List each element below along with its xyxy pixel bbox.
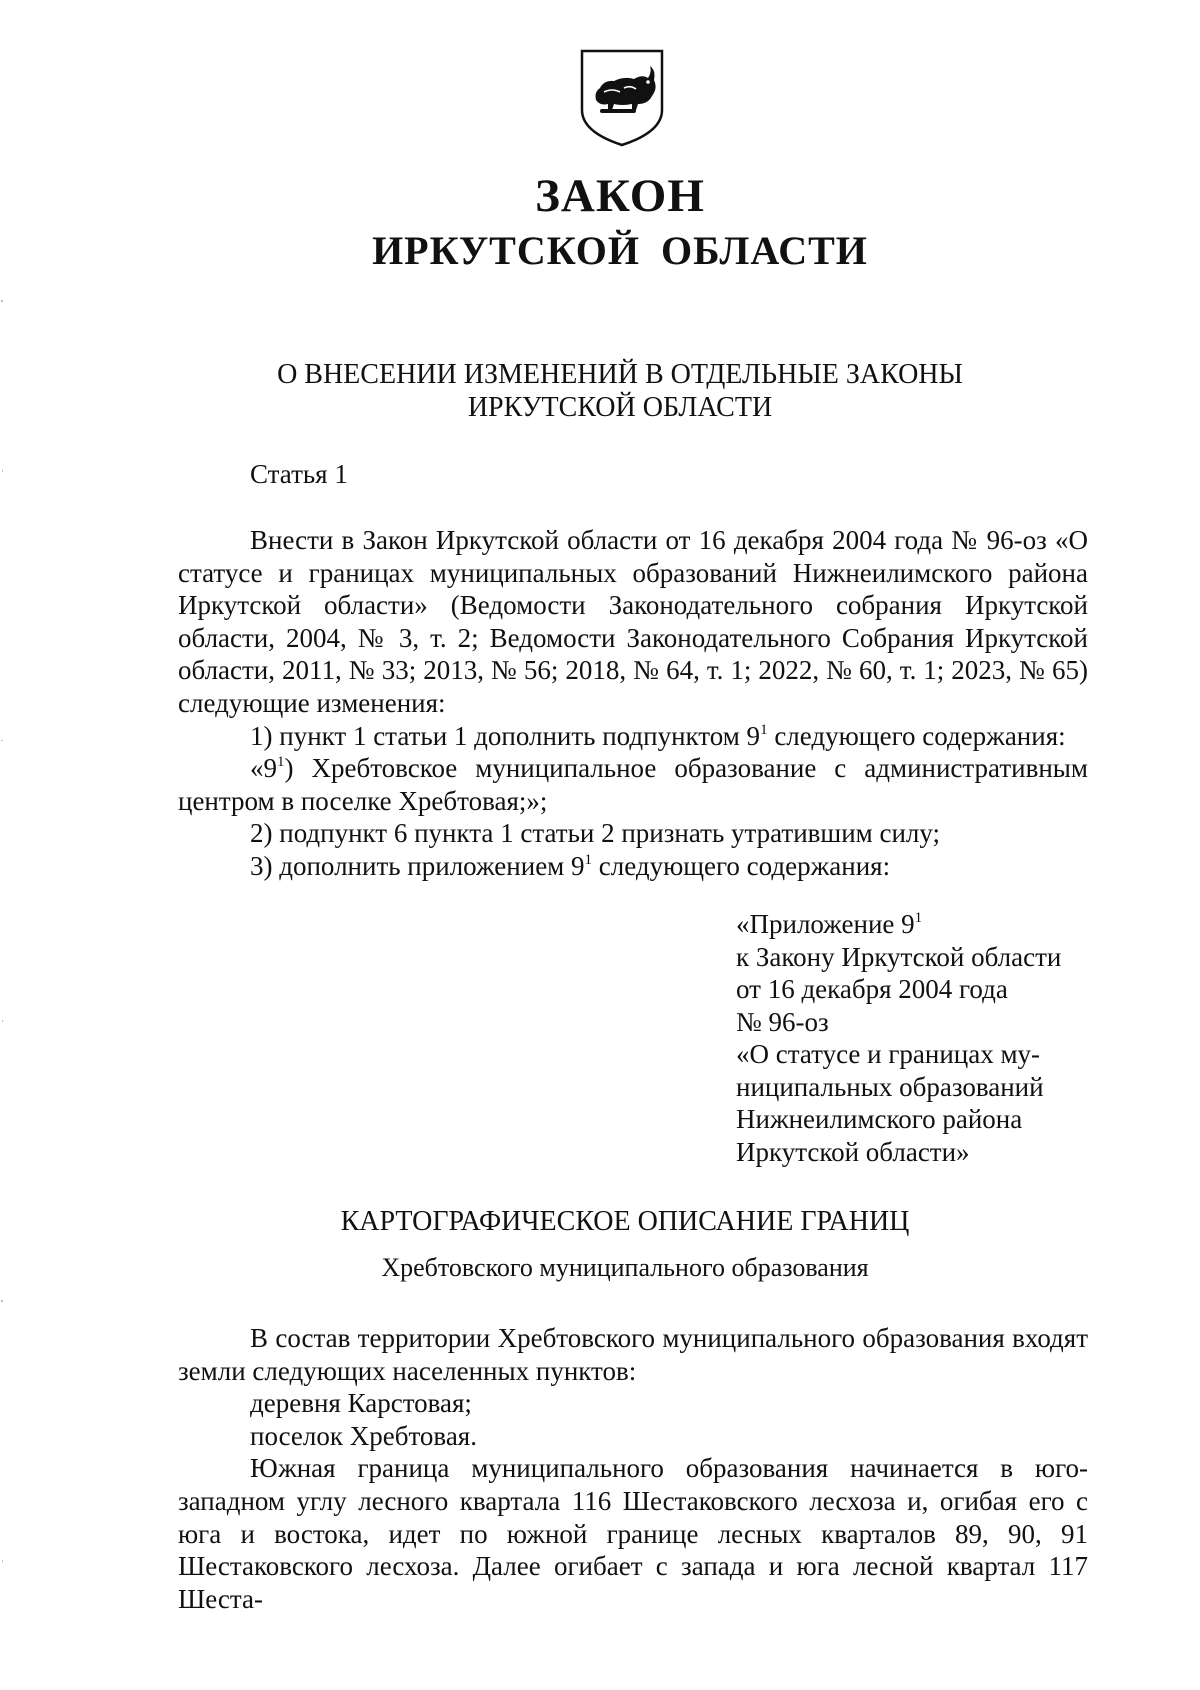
settlement-item: поселок Хребтовая.: [250, 1420, 477, 1451]
cartographic-description-subtitle: Хребтовского муниципального образования: [381, 1253, 869, 1282]
subtitle-line-2: ИРКУТСКОЙ ОБЛАСТИ: [467, 392, 773, 423]
coat-of-arms-emblem: [578, 48, 666, 148]
babr-icon: [596, 66, 656, 113]
appendix-reference: [736, 908, 1096, 1168]
appendix-title: «Приложение $9^1$: [736, 909, 923, 939]
article-body: [178, 524, 1088, 883]
list-item-2: 2) подпункт 6 пункта 1 статьи 2 признать утратившим силу;: [250, 818, 941, 849]
list-item-3: 3) дополнить приложением $9^1$ следующего содержания:: [250, 850, 891, 881]
quoted-subitem: «$9^1$) Хребтовское муниципальное образование с административным центром в поселке Хребтовая;»;: [178, 753, 1088, 816]
paragraph-territory: В состав территории Хребтовского муниципального образования входят земли следующих населенных пунктов:: [178, 1323, 1088, 1386]
appendix-line: «О статусе и границах му-: [736, 1039, 1041, 1069]
list-item-1: 1) пункт 1 статьи 1 дополнить подпунктом $9^1$ следующего содержания:: [250, 720, 1066, 751]
settlement-item: деревня Карстовая;: [250, 1388, 472, 1419]
appendix-line: Иркутской области»: [736, 1136, 970, 1167]
appendix-line: № 96-оз: [736, 1006, 829, 1037]
cartographic-description-title: КАРТОГРАФИЧЕСКОЕ ОПИСАНИЕ ГРАНИЦ: [340, 1206, 910, 1237]
appendix-line: Нижнеилимского района: [736, 1104, 1023, 1134]
appendix-line: от 16 декабря 2004 года: [736, 974, 1008, 1004]
law-subtitle: [250, 358, 990, 424]
boundary-description: [178, 1322, 1088, 1615]
article-label: Статья 1: [250, 459, 348, 489]
region-heading: ИРКУТСКОЙ ОБЛАСТИ: [372, 228, 868, 273]
appendix-line: к Закону Иркутской области: [736, 941, 1062, 972]
paragraph-southern-border: Южная граница муниципального образования начинается в юго-западном углу лесного квартала 116 Шестаковского лесхоза и, огибая его с юга и востока, идет по южной границе лесных кварталов 89, 90, 91 Шестаковского лесхоза. Далее огибает с запада и юга лесной квартал 117 Шеста-: [178, 1453, 1088, 1614]
subtitle-line-1: О ВНЕСЕНИИ ИЗМЕНЕНИЙ В ОТДЕЛЬНЫЕ ЗАКОНЫ: [277, 359, 963, 390]
law-heading: ЗАКОН: [535, 170, 705, 222]
paragraph-amendment-intro: Внести в Закон Иркутской области от 16 декабря 2004 года № 96-оз «О статусе и границах муниципальных образований Нижнеилимского района Иркутской области» (Ведомости Законодательного собрания Иркутской области, 2004, № 3, т. 2; Ведомости Законодательного Собрания Иркутской области, 2011, № 33; 2013, № 56; 2018, № 64, т. 1; 2022, № 60, т. 1; 2023, № 65) следующие изменения:: [178, 525, 1088, 718]
appendix-line: ниципальных образований: [736, 1071, 1044, 1102]
